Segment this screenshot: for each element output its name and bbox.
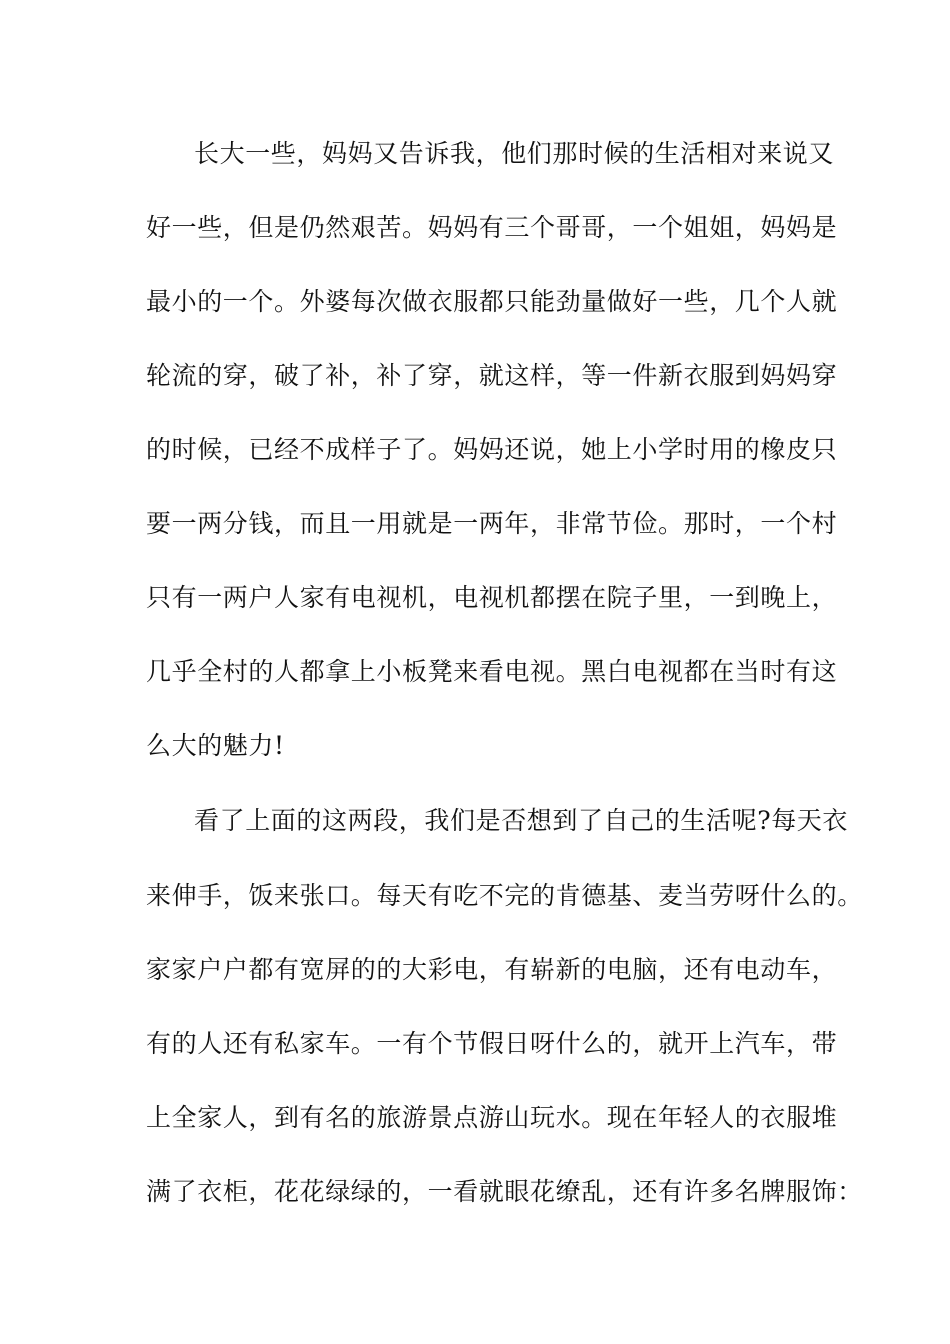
text-line: 几乎全村的人都拿上小板凳来看电视。黑白电视都在当时有这 — [146, 657, 838, 686]
text-line: 满了衣柜，花花绿绿的，一看就眼花缭乱，还有许多名牌服饰： — [146, 1177, 863, 1206]
text-line: 最小的一个。外婆每次做衣服都只能劲量做好一些，几个人就 — [146, 287, 838, 316]
text-line: 只有一两户人家有电视机，电视机都摆在院子里，一到晚上， — [146, 583, 838, 612]
text-line: 的时候，已经不成样子了。妈妈还说，她上小学时用的橡皮只 — [146, 435, 838, 464]
text-line: 么大的魅力! — [146, 731, 285, 760]
text-line: 来伸手，饭来张口。每天有吃不完的肯德基、麦当劳呀什么的。 — [146, 881, 863, 910]
text-line: 上全家人，到有名的旅游景点游山玩水。现在年轻人的衣服堆 — [146, 1103, 838, 1132]
text-line: 好一些，但是仍然艰苦。妈妈有三个哥哥，一个姐姐，妈妈是 — [146, 213, 838, 242]
text-line: 长大一些，妈妈又告诉我，他们那时候的生活相对来说又 — [194, 139, 835, 168]
text-line: 要一两分钱，而且一用就是一两年，非常节俭。那时，一个村 — [146, 509, 838, 538]
text-line: 看了上面的这两段，我们是否想到了自己的生活呢?每天衣 — [194, 806, 849, 835]
text-line: 有的人还有私家车。一有个节假日呀什么的，就开上汽车，带 — [146, 1029, 838, 1058]
text-line: 家家户户都有宽屏的的大彩电，有崭新的电脑，还有电动车， — [146, 955, 838, 984]
text-line: 轮流的穿，破了补，补了穿，就这样，等一件新衣服到妈妈穿 — [146, 361, 838, 390]
